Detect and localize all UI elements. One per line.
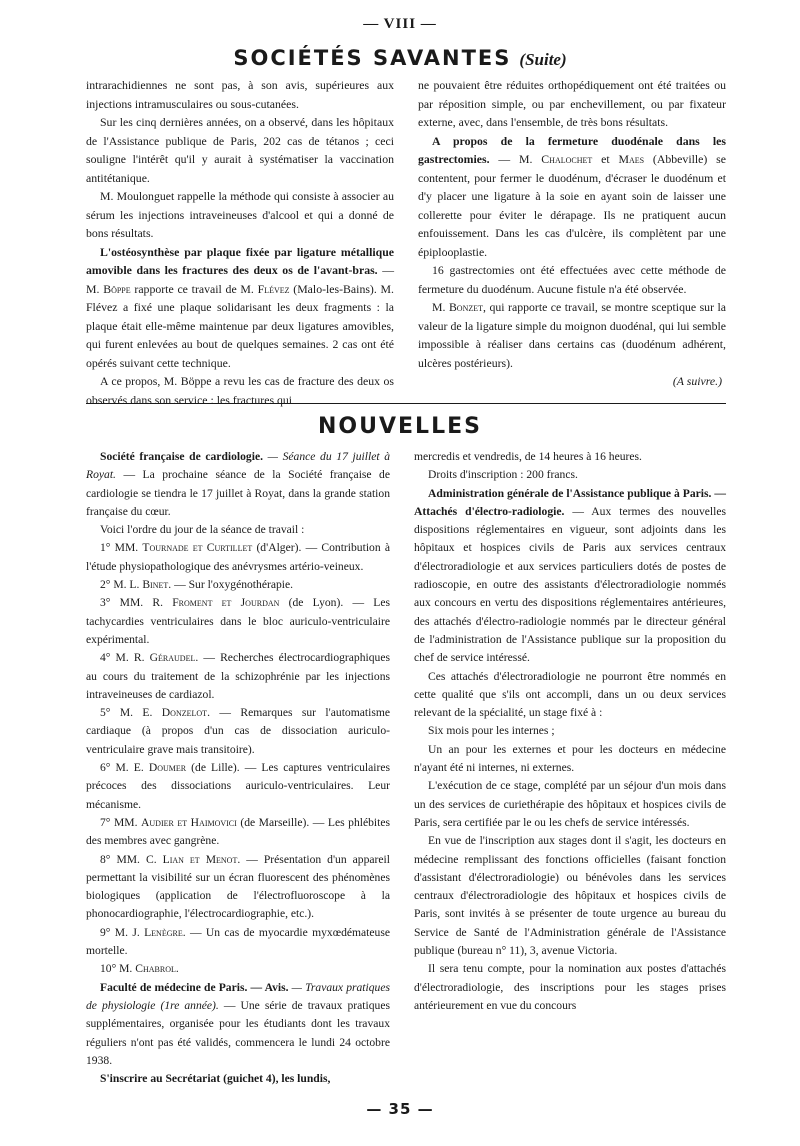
text-span: (de Lyon). — Les tachycardies ventriculaires dans le bloc auriculo-ventriculaire expérimental. [86, 596, 390, 646]
paragraph: M. Moulonguet rappelle la méthode qui consiste à associer au sérum les injections intraveineuses d'alcool et qui a donné de bons résultats. [86, 189, 394, 240]
a-suivre-label: (A suivre.) [672, 374, 722, 388]
author-name: Froment et Jourdan [172, 596, 280, 610]
paragraph: Il sera tenu compte, pour la nomination aux postes d'attachés d'électroradiologie, des inscriptions pour les stages prises antérieurement en vue du concours [414, 962, 726, 1012]
text-span: — Travaux pratiques de physiologie (1re année). [86, 980, 390, 1012]
paragraph [418, 298, 726, 372]
agenda-item [86, 576, 390, 594]
article-assistance-publique [414, 485, 726, 668]
text-span: — M. [489, 152, 542, 166]
text-span: — Séance du 17 juillet à Royat. [86, 450, 391, 482]
text-span: rapporte ce travail de M. [130, 281, 258, 296]
page-number: — 35 — [366, 1100, 434, 1118]
text-span: (de Lille). — Les captures ventriculaires précoces des dissociations auriculo-ventriculaires. Leur mécanisme. [86, 761, 390, 811]
author-name: Tournade et Curtillet [142, 541, 253, 555]
paragraph: ne pouvaient être réduites orthopédiquement ont été traitées ou par réposition simple, ou par enchevillement, ou par fixateur externe, avec, dans l'ensemble, de très bons résultats. [418, 78, 726, 129]
paragraph: Six mois pour les internes ; [428, 724, 555, 738]
text-span: 4° M. R. [100, 651, 150, 665]
text-span: . — Un cas de myocardie myxœdémateuse mortelle. [86, 925, 391, 958]
author-name: Böppe [103, 281, 131, 296]
text-span: M. [432, 300, 449, 314]
paragraph: intrarachidiennes ne sont pas, à son avis, supérieures aux injections intramusculaires ou sous-cutanées. [86, 78, 394, 111]
text-span: . — Sur l'oxygénothérapie. [168, 578, 294, 592]
agenda-item [86, 924, 390, 961]
text-span: . — Remarques sur l'automatisme cardiaque (à propos d'un cas de dissociation auriculo-ventriculaire grave mais transitoire). [86, 706, 390, 756]
text-span: . — Recherches électrocardiographiques au cours du traitement de la schizophrénie par les injections intraveineuses de cardiazol. [86, 651, 390, 701]
paragraph: mercredis et vendredis, de 14 heures à 16 heures. [414, 450, 642, 463]
nouvelles-column-left [86, 448, 390, 1088]
paragraph: Droits d'inscription : 200 francs. [428, 468, 578, 482]
author-name: Binet [142, 578, 169, 592]
agenda-item [86, 960, 390, 978]
paragraph: En vue de l'inscription aux stages dont il s'agit, les docteurs en médecine remplissant des fonctions officielles (faisant fonction d'assistant d'électroradiologie) ou bénévoles dans les services centraux d'électroradiologie des hôpitaux et hospices civils de Paris, sont invités à se présenter de toute urgence au bureau du Service de Santé de l'Administration générale de l'Assistance publique (bureau n° 11), 3, avenue Victoria. [414, 834, 726, 958]
text-span: (d'Alger). — Contribution à l'étude physiopathologique des anévrysmes artério-veineux. [86, 541, 390, 573]
text-span: 8° MM. C. [100, 852, 163, 866]
text-span: — Une série de travaux pratiques supplémentaires, organisée pour les étudiants dont les travaux réguliers n'ont pas été validés, commencera le lundi 24 octobre 1938. [86, 998, 390, 1067]
agenda-item [86, 704, 390, 759]
text-span: — Avis. [247, 980, 289, 994]
author-name: Chalochet [541, 152, 593, 166]
author-name: Bonzet [448, 300, 484, 314]
author-name: Maes [618, 152, 645, 166]
nouvelles-column-right [414, 448, 726, 1015]
author-name: Lenègre [144, 925, 183, 939]
author-name: Géraudel [149, 651, 196, 665]
nouvelles-title: NOUVELLES [318, 414, 482, 439]
agenda-list [86, 539, 390, 978]
article-heading: Faculté de médecine de Paris. [100, 980, 248, 994]
text-span: 1° MM. [100, 541, 143, 555]
author-name: Lian et Menot [162, 852, 238, 866]
author-name: Audier et Haimovici [141, 815, 237, 829]
article-osteosynthese [86, 243, 394, 373]
page-number-roman: — VIII — [363, 16, 437, 32]
agenda-item [86, 539, 390, 576]
text-span: 5° M. E. [100, 706, 162, 720]
agenda-item [86, 851, 390, 924]
agenda-item [86, 649, 390, 704]
author-name: Chabrol [135, 962, 176, 976]
article-fermeture-duodenale [418, 132, 726, 262]
paragraph: 16 gastrectomies ont été effectuées avec cette méthode de fermeture du duodénum. Aucune fistule n'a été observée. [418, 263, 726, 296]
text-span: . — Présentation d'un appareil permettant la visibilité sur un écran fluorescent des phénomènes biologiques (application de l'électrofluoroscope à la phonocardiographie, l'électrocardiographie, etc.). [86, 852, 390, 921]
text-span: 10° M. [100, 962, 136, 976]
section-header [0, 46, 800, 70]
article-faculte [86, 979, 390, 1070]
section-title-suite: (Suite) [519, 50, 567, 69]
author-name: Flévez [257, 281, 290, 296]
text-span: , qui rapporte ce travail, se montre sceptique sur la valeur de la ligature simple du moignon duodénal, qui lui semble impossible à réaliser dans certains cas (duodénum adhérent, ulcères postérieurs). [418, 300, 726, 370]
text-span: 9° M. J. [100, 925, 145, 939]
text-span: — M. [86, 263, 395, 296]
text-span: — Aux termes des nouvelles dispositions réglementaires en vigueur, sont adjoints dans les hôpitaux et hospices civils de Paris aux services centraux d'électroradiologie et aux services particuliers dotés de postes de radioscopie, en outre des assistants d'électroradiologie nommés aux concours en vertu des dispositions réglementaires antérieures, des attachés d'électro-radiologie nommés par le directeur général de l'administration de l'Assistance publique sur la proposition du chef de service intéressé. [414, 504, 726, 665]
agenda-item [86, 759, 390, 814]
societes-column-right [418, 76, 726, 391]
section-title: SOCIÉTÉS SAVANTES [233, 46, 512, 70]
agenda-item [86, 814, 390, 851]
text-span: 7° MM. [100, 815, 142, 829]
text-span: (de Marseille). — Les phlébites des membres avec gangrène. [86, 815, 391, 848]
section-divider [86, 403, 726, 404]
paragraph: Voici l'ordre du jour de la séance de travail : [100, 523, 305, 537]
text-span: 6° M. E. [100, 761, 149, 775]
paragraph: L'exécution de ce stage, complété par un séjour d'un mois dans un des services de curiethérapie des hôpitaux et hospices civils de Paris, sera certifiée par le ou les chefs de service intéressés. [414, 779, 726, 829]
author-name: Donzelot [161, 706, 208, 720]
article-heading: L'ostéosynthèse par plaque fixée par ligature métallique amovible dans les fractures des deux os de l'avant-bras. [86, 244, 394, 277]
article-heading: Administration générale de l'Assistance publique à Paris. — Attachés d'électro-radiologie. [414, 486, 726, 518]
societes-column-left [86, 76, 394, 409]
text-span: (Malo-les-Bains). M. Flévez a fixé une plaque solidarisant les deux fragments : la plaque était elle-même maintenue par deux ligatures amovibles, qui furent enlevées au bout de quelques semaines. 2 cas ont été opérés suivant cette technique. [86, 281, 394, 370]
paragraph: S'inscrire au Secrétariat (guichet 4), les lundis, [100, 1072, 331, 1086]
paragraph: Ces attachés d'électroradiologie ne pourront être nommés en cette qualité que s'ils ont accompli, dans un ou deux services relevant de la spécialité, un stage fixé à : [414, 669, 726, 720]
article-heading: Société française de cardiologie. [100, 450, 263, 463]
text-span: et [592, 152, 619, 166]
text-span: — La prochaine séance de la Société française de cardiologie se tiendra le 17 juillet à Royat, dans la grande station française du cœur. [86, 468, 390, 518]
text-span: (Abbeville) se contentent, pour fermer le duodénum, d'écraser le duodénum et d'y placer une ligature à la soie en ayant soin de laisser une collerette pour éviter le dérapage. Ils ne pratiquent aucun enfouissement. Dans les cas d'ulcère, ils complètent par une épiplooplastie. [418, 152, 726, 259]
paragraph: Un an pour les externes et pour les docteurs en médecine n'ayant été ni internes, ni externes. [414, 742, 726, 775]
article-cardiologie [86, 448, 390, 521]
article-heading: A propos de la fermeture duodénale dans les gastrectomies. [418, 133, 726, 166]
text-span: 2° M. L. [100, 578, 143, 592]
paragraph: Sur les cinq dernières années, on a observé, dans les hôpitaux de l'Assistance publique de Paris, 202 cas de tétanos ; ceci souligne l'intérêt qu'il y aurait à systématiser la vaccination antitétanique. [86, 115, 394, 185]
author-name: Doumer [148, 761, 187, 775]
agenda-item [86, 594, 390, 649]
text-span: 3° MM. R. [100, 596, 173, 610]
paragraph: A ce propos, M. Böppe a revu les cas de fracture des deux os observés dans son service : les fractures qui [86, 374, 394, 407]
text-span: . [175, 962, 179, 976]
